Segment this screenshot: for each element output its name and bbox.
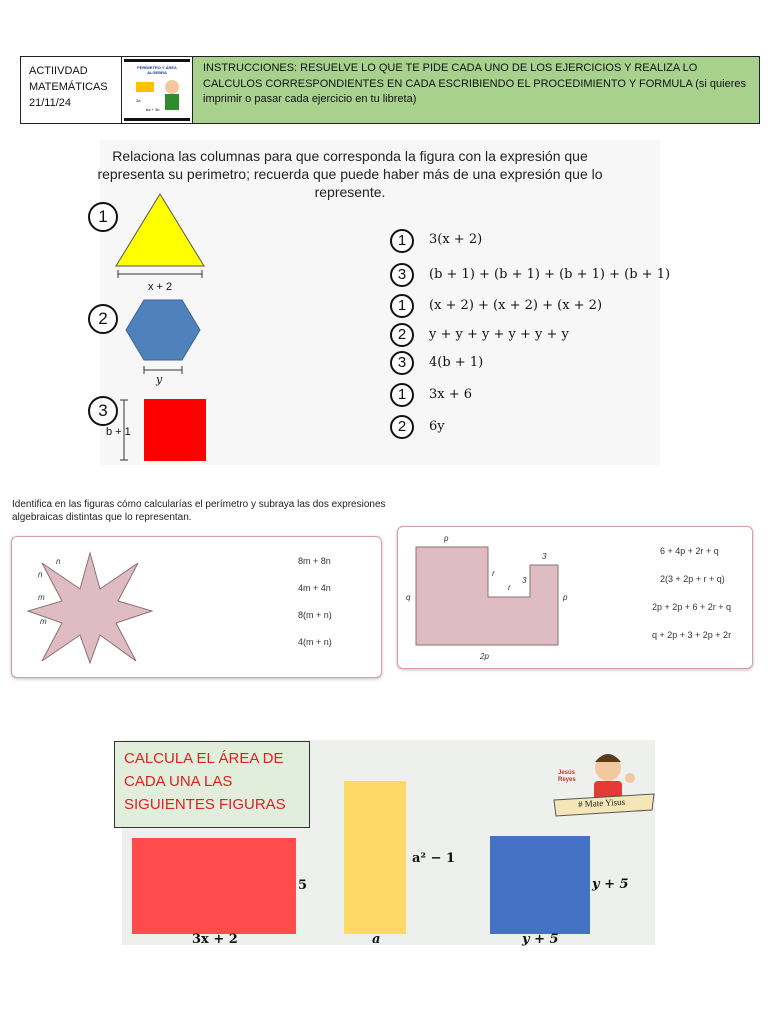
star-label: n [56,557,61,566]
svg-text:Reyes: Reyes [558,777,576,783]
perimeter-instructions: Identifica en las figuras cómo calcularías el perímetro y subraya las dos expresiones algebraicas distintas que lo representan. [12,499,386,523]
yellow-rectangle [344,781,406,934]
square-side-label: b + 1 [106,426,131,438]
figure-number-1: 1 [88,202,118,232]
figure-number-3: 3 [88,396,118,426]
answer-expression: y + y + y + y + y + y [429,327,569,342]
answer-number: 1 [390,383,414,407]
star-expression: 4(m + n) [298,637,332,647]
figure-number-2: 2 [88,304,118,334]
answer-number: 1 [390,294,414,318]
composite-polygon [414,543,560,651]
subject-line: MATEMÁTICAS [29,81,108,93]
area-instructions-box [114,741,310,828]
svg-text:PERÍMETRO Y ÁREA: PERÍMETRO Y ÁREA [137,65,177,70]
area-title-line: CADA UNA LAS [124,773,233,790]
answer-number: 1 [390,229,414,253]
polygon-expression: q + 2p + 3 + 2p + 2r [652,630,732,640]
star-shape [26,549,156,667]
answer-number: 2 [390,323,414,347]
thumbnail-illustration [122,57,192,123]
blue-square-width: y + 5 [522,932,559,947]
polygon-label-right: p [563,593,568,602]
hexagon-side-label: y [156,373,163,386]
polygon-label-top: p [444,534,449,543]
red-rectangle [132,838,296,934]
polygon-label-bottom: 2p [480,652,489,661]
polygon-expression: 2p + 2p + 6 + 2r + q [652,602,732,612]
yellow-rectangle-height: a² − 1 [412,851,456,866]
star-card [11,536,382,678]
header-thumbnail [122,56,192,124]
answer-expression: 6y [429,419,445,434]
blue-hexagon [122,298,204,382]
answer-expression: 3(x + 2) [429,232,483,247]
star-expression: 4m + 4n [298,583,331,593]
triangle-side-label: x + 2 [148,281,173,293]
svg-text:2a: 2a [136,98,141,103]
red-rectangle-height: 5 [298,878,308,893]
polygon-label-left: q [406,593,411,602]
mascot-illustration [552,748,656,828]
red-rectangle-width: 3x + 2 [192,932,238,947]
polygon-label-3: 3 [522,576,527,585]
svg-text:6a + 3b: 6a + 3b [146,107,160,112]
blue-square [490,836,590,934]
activity-line: ACTIIVDAD [29,65,88,77]
matching-instructions: Relaciona las columnas para que corresponda la figura con la expresión que representa su perimetro; recuerda que puede haber más de una expresión que lo represente. [97,148,603,200]
star-label: n [38,570,43,579]
answer-number: 3 [390,351,414,375]
activity-info-box [20,56,122,124]
yellow-triangle [112,190,208,292]
instructions-box [192,56,760,124]
yellow-rectangle-width: a [372,932,381,947]
star-expression: 8m + 8n [298,556,331,566]
answer-expression: (b + 1) + (b + 1) + (b + 1) + (b + 1) [429,267,671,282]
blue-square-height: y + 5 [592,877,629,892]
star-label: m [38,593,45,602]
polygon-label-3: 3 [542,552,547,561]
polygon-expression: 6 + 4p + 2r + q [660,546,719,556]
answer-expression: (x + 2) + (x + 2) + (x + 2) [429,298,603,313]
area-title-line: CALCULA EL ÁREA DE [124,750,284,767]
area-title-line: SIGUIENTES FIGURAS [124,796,286,813]
answer-number: 3 [390,263,414,287]
answer-number: 2 [390,415,414,439]
star-expression: 8(m + n) [298,610,332,620]
star-label: m [40,617,47,626]
polygon-label-r: r [492,569,495,578]
mate-yisus-badge: # Mate Yisus [577,796,626,810]
answer-expression: 3x + 6 [429,387,473,402]
red-square [120,396,210,464]
date-line: 21/11/24 [29,97,72,109]
svg-text:Jesús: Jesús [558,770,576,776]
polygon-expression: 2(3 + 2p + r + q) [660,574,725,584]
answer-expression: 4(b + 1) [429,355,484,370]
svg-text:ALGEBRA: ALGEBRA [147,70,167,75]
polygon-card [397,526,753,669]
polygon-label-r: r [508,583,511,592]
instructions-text: INSTRUCCIONES: RESUELVE LO QUE TE PIDE CADA UNO DE LOS EJERCICIOS Y REALIZA LO CALCULOS CORRESPONDIENTES EN CADA ESCRIBIENDO EL PROCEDIMIENTO Y FORMULA (si quieres imprimir o pasar cada ejercicio en tu libreta) [203,62,746,105]
